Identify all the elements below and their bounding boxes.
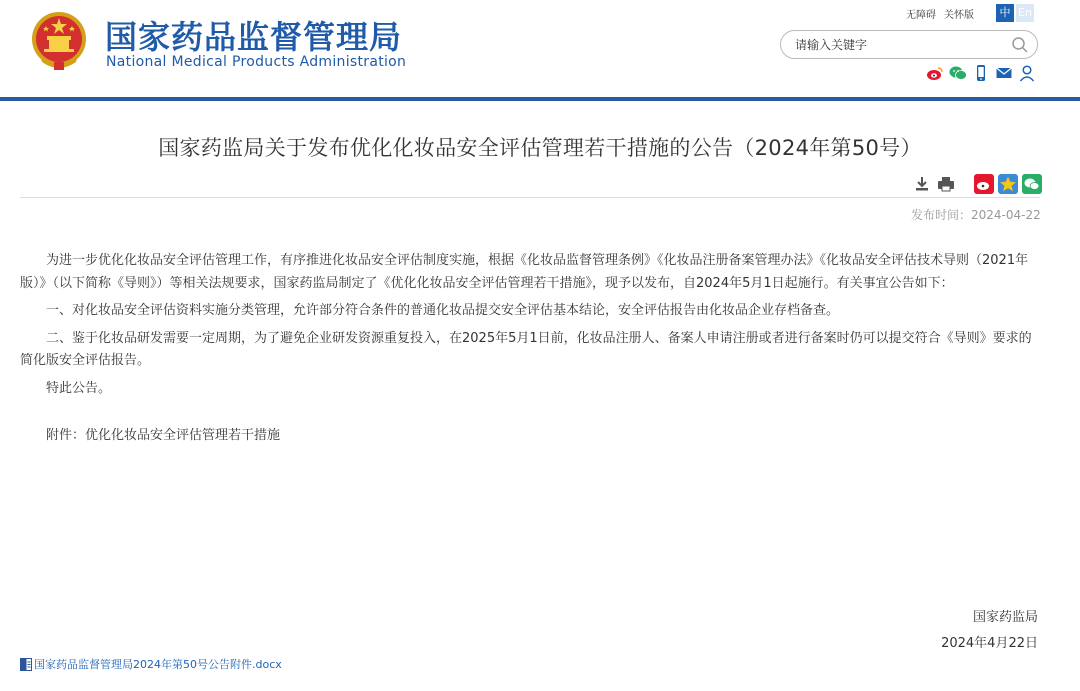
search-box xyxy=(780,30,1038,59)
print-icon[interactable] xyxy=(936,174,956,194)
paragraph-item-1: 一、对化妆品安全评估资料实施分类管理，允许部分符合条件的普通化妆品提交安全评估基本结论，安全评估报告由化妆品企业存档备查。 xyxy=(46,303,840,318)
share-wechat-icon[interactable] xyxy=(1022,174,1042,194)
top-links xyxy=(906,6,982,21)
header-divider xyxy=(0,97,1080,101)
download-icon[interactable] xyxy=(912,174,932,194)
article-title: 国家药监局关于发布优化化妆品安全评估管理若干措施的公告（2024年第50号） xyxy=(158,136,922,160)
attachment-link[interactable] xyxy=(20,656,282,672)
publish-date-value: 2024-04-22 xyxy=(971,208,1041,222)
share-qzone-icon[interactable] xyxy=(998,174,1018,194)
word-doc-icon xyxy=(20,658,32,671)
share-weibo-icon[interactable] xyxy=(974,174,994,194)
site-header xyxy=(0,0,1080,97)
search-input[interactable] xyxy=(795,35,995,55)
signer: 国家药监局 xyxy=(972,610,1038,625)
language-switch xyxy=(996,4,1034,22)
wechat-icon[interactable] xyxy=(949,64,967,82)
site-title-en[interactable]: National Medical Products Administration xyxy=(106,54,407,70)
national-emblem-icon[interactable] xyxy=(30,10,88,72)
attachment-note: 附件：优化化妆品安全评估管理若干措施 xyxy=(46,428,281,443)
title-divider xyxy=(20,197,1040,198)
user-icon[interactable] xyxy=(1018,64,1036,82)
mobile-icon[interactable] xyxy=(972,64,990,82)
article-tools xyxy=(912,174,1042,194)
weibo-icon[interactable] xyxy=(926,64,944,82)
accessibility-link[interactable]: 无障碍 xyxy=(906,10,936,21)
search-icon[interactable] xyxy=(1011,36,1029,54)
article-body xyxy=(20,250,1042,453)
attachment-filename[interactable]: 国家药品监督管理局2024年第50号公告附件.docx xyxy=(34,658,282,671)
social-links xyxy=(926,64,1036,82)
paragraph-intro: 为进一步优化化妆品安全评估管理工作，有序推进化妆品安全评估制度实施，根据《化妆品监督管理条例》《化妆品注册备案管理办法》《化妆品安全评估技术导则（2021年版）》（以下简称《导则》）等相关法规要求，国家药监局制定了《优化化妆品安全评估管理若干措施》，现予以发布，自2024年5月1日起施行。有关事宜公告如下： xyxy=(20,253,1029,291)
publish-date xyxy=(911,206,1041,223)
email-icon[interactable] xyxy=(995,64,1013,82)
elderly-mode-link[interactable]: 关怀版 xyxy=(944,10,974,21)
site-title-cn[interactable]: 国家药品监督管理局 xyxy=(105,18,403,56)
sign-date: 2024年4月22日 xyxy=(941,636,1038,651)
publish-date-label: 发布时间： xyxy=(911,208,972,222)
paragraph-item-2: 二、鉴于化妆品研发需要一定周期，为了避免企业研发资源重复投入，在2025年5月1日前，化妆品注册人、备案人申请注册或者进行备案时仍可以提交符合《导则》要求的简化版安全评估报告。 xyxy=(20,330,1032,368)
lang-en-button[interactable]: En xyxy=(1016,4,1034,22)
paragraph-closing: 特此公告。 xyxy=(46,380,112,396)
lang-zh-button[interactable]: 中 xyxy=(996,4,1014,22)
